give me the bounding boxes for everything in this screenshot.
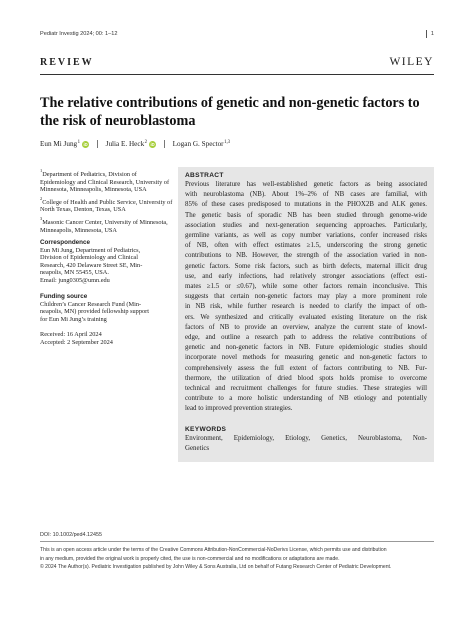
footer-divider (40, 541, 434, 542)
author-heck[interactable] (106, 140, 156, 148)
affiliation: $^3$Masonic Cancer Center, University of Minnesota, Minneapolis, Minnesota, USA (40, 216, 168, 234)
author-name: Logan G. Spector (172, 140, 224, 148)
funding-line: for Eun Mi Jung’s training (40, 315, 107, 323)
author-list (40, 140, 230, 148)
author-affiliation-ref: 1 (77, 139, 81, 145)
correspondence-line: Division of Epidemiology and Clinical (40, 254, 138, 262)
abstract-box (178, 167, 434, 462)
accepted-date: Accepted: 2 September 2024 (40, 338, 113, 346)
license-line: in any medium, provided the original work is properly cited, the use is non-commercial and no modifications or adaptations are made. (40, 555, 340, 562)
abstract-text: Previous literature has well-established genetic factors as being associated with neuroblastoma (NB). About 1%–2% of NB cases are familial, with 85% of these cases predisposed to mutations in the PHOX2B and ALK genes. The genetic basis of sporadic NB has been studied through genome-wide association studies and next-generation sequencing approaches. Particularly, germline variants, as well as copy number variations, confer increased risks of NB, often with effect estimates ≥1.5, underscoring the strong genetic contributions to NB. However, the strength of the association varied in non- genetic factors. Some risk factors, such as birth defects, maternal illicit drug use, and early infections, had relatively stronger associations (effect esti- mates ≥1.5 or ≤0.67), while some other factors remain inconclusive. This suggests that certain non-genetic factors may play a more prominent role in NB risk, while further research is needed to clarify the impact of oth- ers. We synthesized and critically evaluated existing literature on the risk factors of NB to provide an overview, analyze the current state of knowl- edge, and outline a research path to address the relative contributions of genetic and non-genetic factors in NB. Future epidemiologic studies should incorporate novel methods for measuring genetic and non-genetic factors to comprehensively assess the full extent of factors contributing to NB. Fur- thermore, the utilization of dried blood spots holds promise to overcome technical and recruitment challenges for future studies. These strategies will contribute to a more holistic understanding of NB etiology and potentially lead to improved prevention strategies. (185, 181, 427, 413)
keywords-text: Environment, Epidemiology, Etiology, Genetics, Neuroblastoma, Non- Genetics (185, 434, 427, 452)
article-info-column (40, 168, 174, 346)
article-title: The relative contributions of genetic and non-genetic factors to the risk of neuroblastoma (40, 95, 420, 129)
journal-citation: Pediatr Investig 2024; 00: 1–12 (40, 31, 118, 37)
affiliation: $^2$College of Health and Public Service, University of North Texas, Denton, Texas, USA (40, 195, 173, 214)
page-number: 1 (430, 31, 434, 37)
funding-heading: Funding source (40, 293, 88, 301)
page-number-group (426, 30, 434, 38)
correspondence-line: Research, 420 Delaware Street SE, Min- (40, 261, 143, 269)
correspondence-email[interactable]: Email: jung0305@umn.edu (40, 276, 110, 284)
license-notice (40, 546, 436, 572)
author-name: Julia E. Heck (105, 140, 145, 148)
received-date: Received: 16 April 2024 (40, 331, 102, 339)
author-separator (164, 140, 165, 148)
orcid-icon[interactable]: iD (83, 141, 88, 147)
doi-link[interactable]: DOI: 10.1002/ped4.12455 (40, 532, 103, 538)
correspondence-line: Eun Mi Jung, Department of Pediatrics, (40, 247, 141, 255)
author-separator (97, 140, 98, 148)
author-name: Eun Mi Jung (40, 140, 78, 148)
article-header (40, 57, 434, 73)
header-divider (40, 74, 434, 75)
affiliation: $^1$Department of Pediatrics, Division of Epidemiology and Clinical Research, University of Minnesota, Minneapolis, Minnesota, USA (40, 168, 170, 193)
author-jung[interactable] (40, 140, 89, 148)
publisher-logo: WILEY (389, 56, 434, 68)
license-line: This is an open access article under the terms of the Creative Commons Attribution-NonCommercial-NoDerivs License, which permits use and distribution (40, 547, 387, 553)
abstract-heading: ABSTRACT (185, 172, 224, 179)
correspondence-line: neapolis, MN 55455, USA. (40, 269, 109, 277)
funding-line: neapolis, MN) provided fellowship support (40, 308, 149, 316)
funding-line: Children’s Cancer Research Fund (Min- (40, 300, 142, 308)
page-number-divider (426, 30, 427, 38)
correspondence-heading: Correspondence (40, 239, 91, 247)
author-affiliation-ref: 1,3 (224, 139, 231, 145)
author-spector[interactable] (173, 140, 230, 148)
orcid-icon[interactable]: iD (150, 141, 155, 147)
section-label: REVIEW (40, 57, 94, 68)
copyright-line: © 2024 The Author(s). Pediatric Investigation published by John Wiley & Sons Australia, Ltd on behalf of Futang Research Center of Pediatric Development. (40, 564, 392, 570)
author-affiliation-ref: 2 (144, 139, 148, 145)
article-dates (40, 331, 174, 346)
keywords-heading: KEYWORDS (185, 425, 227, 433)
